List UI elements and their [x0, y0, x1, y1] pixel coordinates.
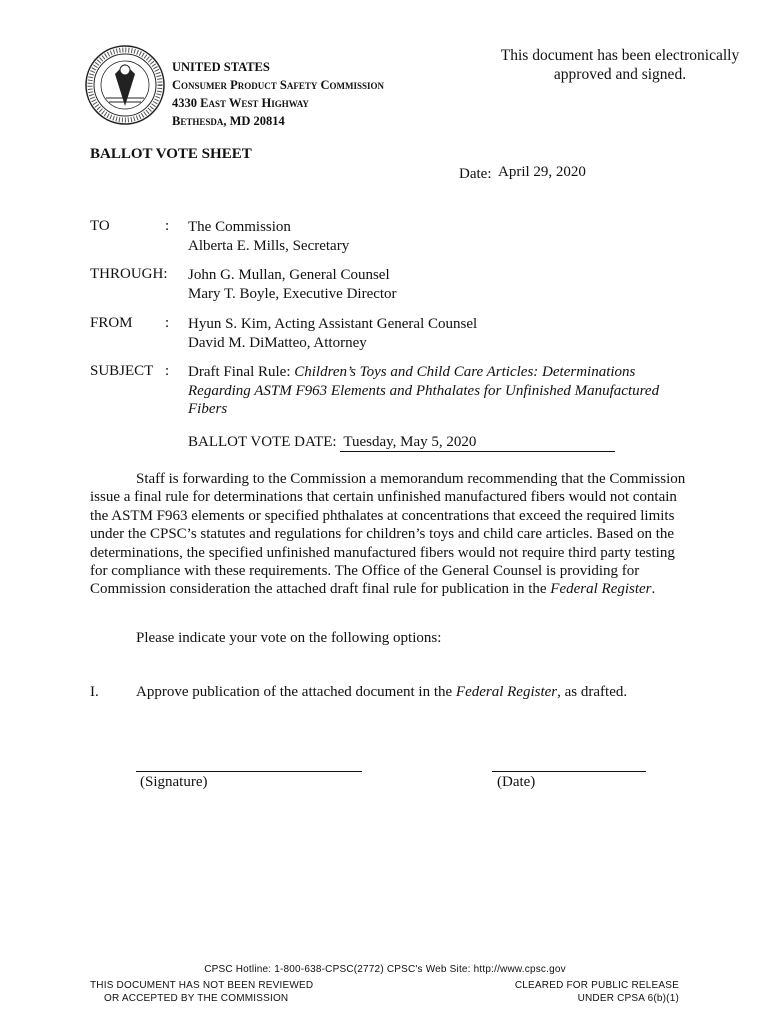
- to-line-2: Alberta E. Mills, Secretary: [188, 237, 350, 254]
- to-label: TO: [90, 218, 110, 234]
- agency-line-1: UNITED STATES: [172, 60, 270, 74]
- through-recipients: [188, 266, 397, 303]
- subject-label: SUBJECT: [90, 363, 154, 379]
- memo-paragraph: [90, 470, 690, 599]
- agency-line-3: 4330 East West Highway: [172, 96, 309, 110]
- memo-paragraph-end: .: [651, 581, 656, 598]
- memo-paragraph-italic: Federal Register: [550, 581, 652, 598]
- subject-colon: :: [165, 363, 170, 379]
- option-1-text-after: , as drafted.: [557, 684, 628, 700]
- subject-title: Children’s Toys and Child Care Articles: Determinations Regarding ASTM F963 Elements and Phthalates for Unfinished Manufactured Fibers: [188, 364, 660, 417]
- to-recipients: [188, 218, 349, 255]
- cleared-line-1: CLEARED FOR PUBLIC RELEASE: [514, 980, 679, 991]
- option-1-text-before: Approve publication of the attached document in the: [136, 684, 456, 700]
- signature-date-line[interactable]: [492, 771, 646, 772]
- through-line-2: Mary T. Boyle, Executive Director: [188, 285, 397, 302]
- agency-line-2: Consumer Product Safety Commission: [172, 78, 385, 92]
- agency-address: [172, 58, 384, 130]
- option-1-text-italic: Federal Register: [455, 684, 558, 700]
- to-line-1: The Commission: [188, 219, 291, 235]
- ballot-vote-date-value: Tuesday, May 5, 2020: [340, 434, 615, 452]
- from-line-1: Hyun S. Kim, Acting Assistant General Counsel: [188, 316, 478, 332]
- signature-label: (Signature): [140, 774, 208, 790]
- ballot-vote-date: [188, 434, 615, 452]
- signature-line[interactable]: [136, 771, 362, 772]
- vote-instructions: Please indicate your vote on the following options:: [136, 630, 442, 646]
- not-reviewed-line-2: OR ACCEPTED BY THE COMMISSION: [104, 993, 289, 1004]
- option-1-number: I.: [90, 684, 99, 700]
- from-line-2: David M. DiMatteo, Attorney: [188, 334, 367, 351]
- memo-paragraph-text: Staff is forwarding to the Commission a memorandum recommending that the Commission issue a final rule for determinations that certain unfinished manufactured fibers would not contain the ASTM F963 elements or specified phthalates at concentrations that exceed the required limits under the CPSC’s statutes and regulations for children’s toys and child care articles. Based on the determinations, the specified unfinished manufactured fibers would not require third party testing for compliance with these requirements. The Office of the General Counsel is providing for Commission consideration the attached draft final rule for publication in the: [90, 471, 686, 598]
- to-colon: :: [165, 218, 170, 234]
- cleared-line-2: UNDER CPSA 6(b)(1): [577, 993, 679, 1004]
- hotline-footer: CPSC Hotline: 1-800-638-CPSC(2772) CPSC's Web Site: http://www.cpsc.gov: [204, 964, 566, 975]
- not-reviewed-line-1: THIS DOCUMENT HAS NOT BEEN REVIEWED: [90, 980, 314, 991]
- from-label: FROM: [90, 315, 133, 331]
- from-senders: [188, 315, 477, 352]
- agency-line-4: Bethesda, MD 20814: [172, 114, 285, 128]
- option-1-text: [136, 684, 627, 701]
- ballot-vote-date-label: BALLOT VOTE DATE:: [188, 434, 341, 450]
- cleared-notice: [430, 979, 679, 1005]
- date-label: Date:: [459, 166, 492, 182]
- from-colon: :: [165, 315, 170, 331]
- cpsc-seal-icon: [84, 44, 166, 126]
- subject-prefix: Draft Final Rule:: [188, 364, 295, 380]
- approval-note: This document has been electronically approved and signed.: [500, 47, 740, 83]
- not-reviewed-notice: [90, 979, 313, 1005]
- through-line-1: John G. Mullan, General Counsel: [188, 267, 390, 283]
- ballot-title: BALLOT VOTE SHEET: [90, 146, 252, 162]
- date-value: April 29, 2020: [498, 164, 586, 180]
- signature-date-label: (Date): [497, 774, 536, 790]
- subject-text: [188, 363, 668, 419]
- through-label: THROUGH:: [90, 266, 168, 282]
